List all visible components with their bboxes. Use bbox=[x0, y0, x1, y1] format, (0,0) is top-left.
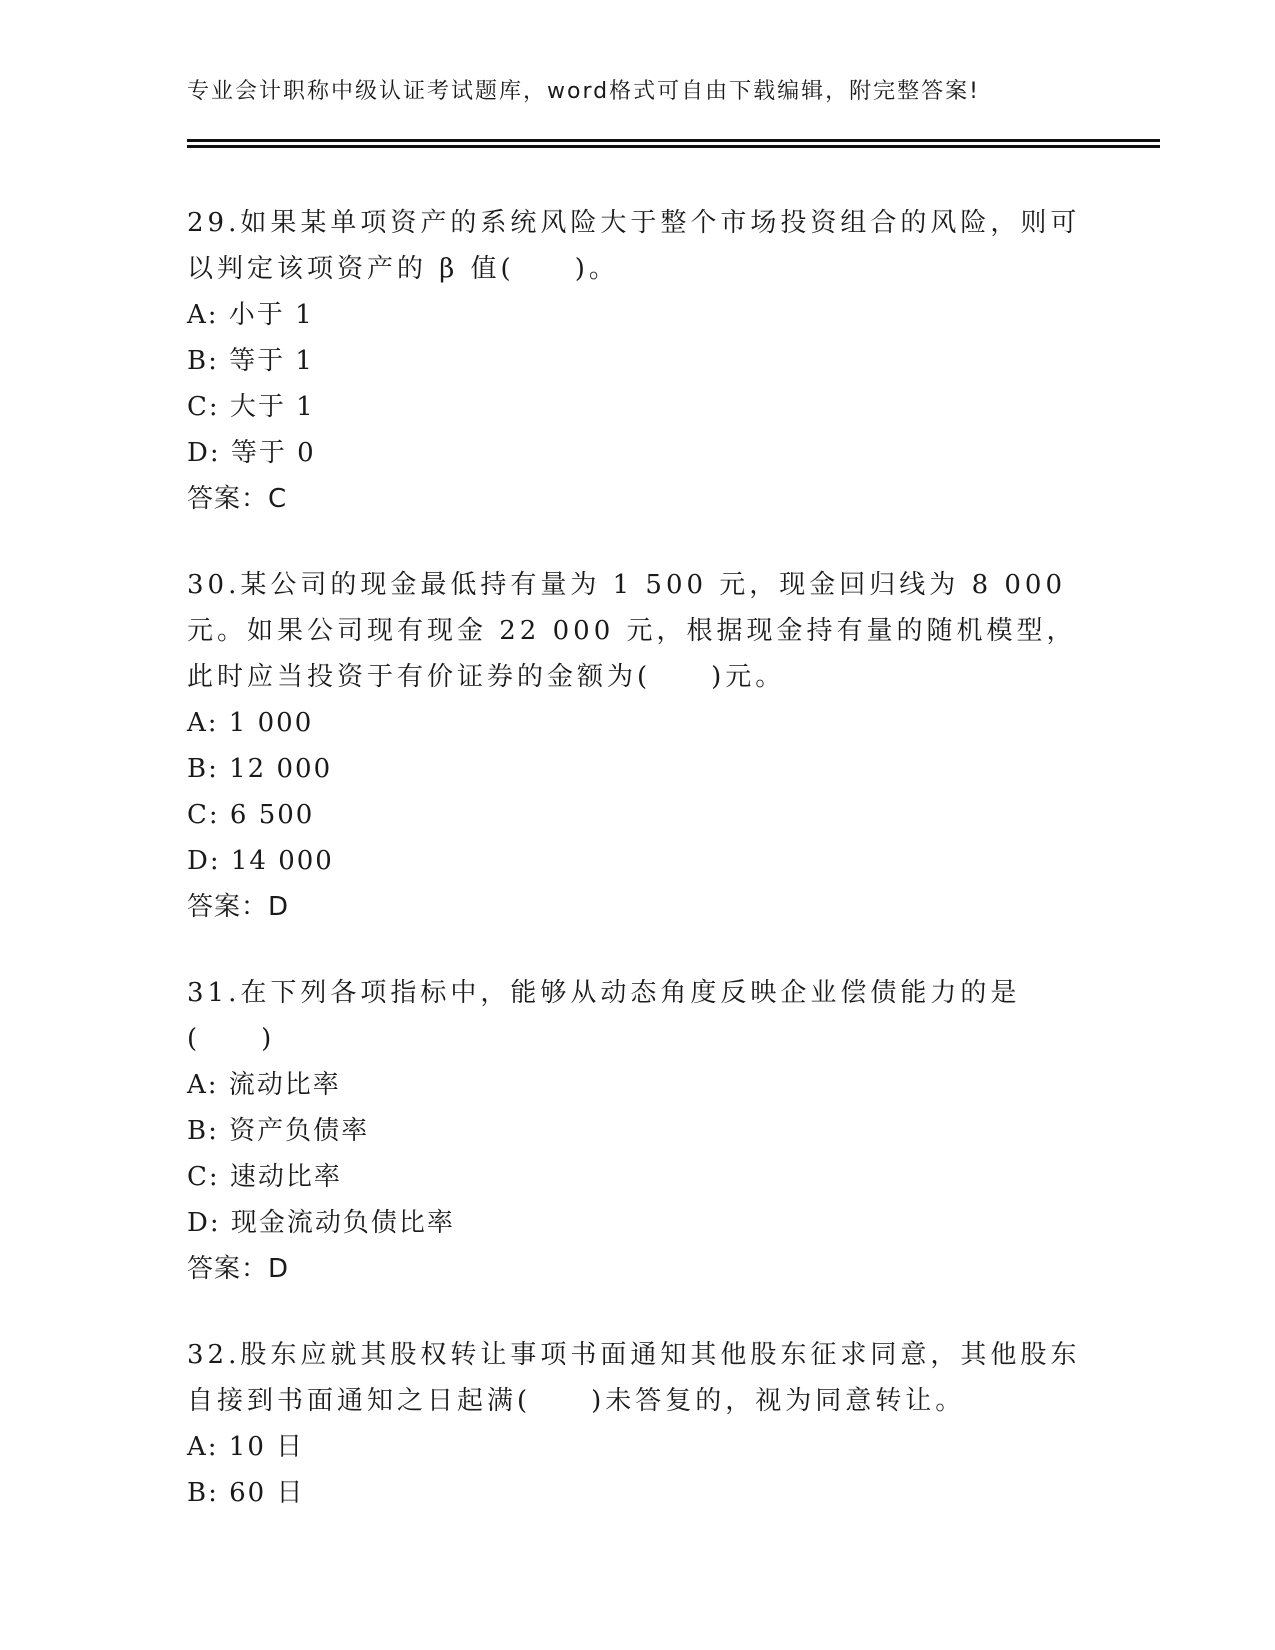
page-header: 专业会计职称中级认证考试题库，word格式可自由下载编辑，附完整答案! bbox=[187, 79, 980, 104]
option-c: C: 6 500 bbox=[187, 800, 315, 830]
header-rule-bottom bbox=[187, 145, 1160, 148]
option-d: D: 等于 0 bbox=[187, 438, 316, 468]
question-30 bbox=[187, 562, 1087, 930]
question-stem: 29.如果某单项资产的系统风险大于整个市场投资组合的风险，则可以判定该项资产的 β 值( )。 bbox=[187, 208, 1081, 284]
answer: 答案：D bbox=[187, 892, 290, 922]
option-d: D: 现金流动负债比率 bbox=[187, 1208, 455, 1238]
option-d: D: 14 000 bbox=[187, 846, 334, 876]
option-c: C: 大于 1 bbox=[187, 392, 315, 422]
option-a: A: 流动比率 bbox=[187, 1070, 341, 1100]
question-list bbox=[187, 200, 1087, 1556]
option-a: A: 1 000 bbox=[187, 708, 314, 738]
option-b: B: 12 000 bbox=[187, 754, 333, 784]
option-a: A: 10 日 bbox=[187, 1432, 305, 1462]
answer: 答案：D bbox=[187, 1254, 290, 1284]
option-a: A: 小于 1 bbox=[187, 300, 314, 330]
question-32 bbox=[187, 1332, 1087, 1516]
header-rule-top bbox=[187, 139, 1160, 142]
question-stem: 32.股东应就其股权转让事项书面通知其他股东征求同意，其他股东自接到书面通知之日起满( )未答复的，视为同意转让。 bbox=[187, 1340, 1081, 1416]
option-b: B: 等于 1 bbox=[187, 346, 314, 376]
question-stem: 30.某公司的现金最低持有量为 1 500 元，现金回归线为 8 000 元。如果公司现有现金 22 000 元，根据现金持有量的随机模型，此时应当投资于有价证券的金额为( )元。 bbox=[187, 570, 1077, 692]
option-b: B: 60 日 bbox=[187, 1478, 305, 1508]
answer: 答案：C bbox=[187, 484, 288, 514]
question-stem: 31.在下列各项指标中，能够从动态角度反映企业偿债能力的是( ) bbox=[187, 978, 1021, 1054]
question-29 bbox=[187, 200, 1087, 522]
option-c: C: 速动比率 bbox=[187, 1162, 342, 1192]
question-31 bbox=[187, 970, 1087, 1292]
option-b: B: 资产负债率 bbox=[187, 1116, 370, 1146]
